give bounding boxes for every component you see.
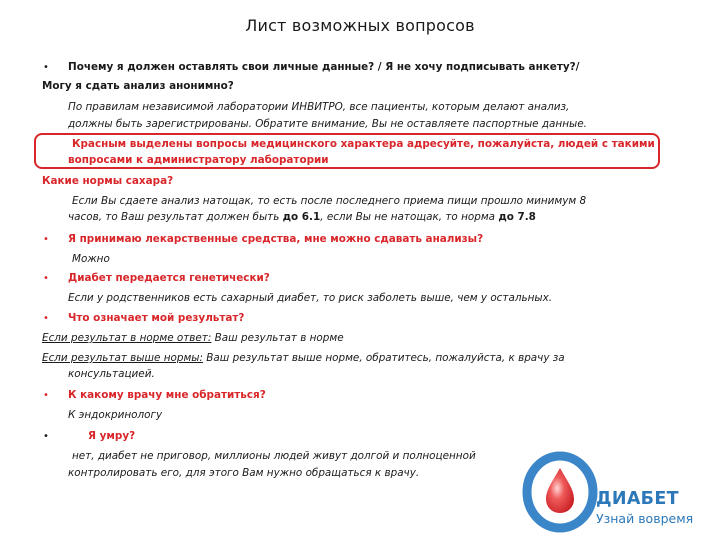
blood-drop-icon <box>546 468 574 513</box>
result-normal-label: Если результат в норме ответ: <box>42 332 212 344</box>
result-high-label: Если результат выше нормы: <box>42 352 203 364</box>
answer-2-line-1: Если Вы сдаете анализ натощак, то есть после последнего приема пищи прошло минимум 8 <box>72 195 587 207</box>
question-2: Какие нормы сахара? <box>42 175 174 187</box>
answer-2-text: часов, то Ваш результат должен быть <box>68 211 283 223</box>
answer-7-line-2: контролировать его, для этого Вам нужно обращаться к врачу. <box>68 467 420 479</box>
note-line-2: вопросами к администратору лаборатории <box>68 154 329 166</box>
answer-7-line-1: нет, диабет не приговор, миллионы людей живут долгой и полноценной <box>72 450 476 462</box>
bullet-marker: • <box>43 390 49 401</box>
answer-5-line-1 <box>42 332 344 345</box>
note-line-1: Красным выделены вопросы медицинского характера адресуйте, пожалуйста, людей с такими <box>72 138 655 150</box>
answer-1-line-2: должны быть зарегистрированы. Обратите внимание, Вы не оставляете паспортные данные. <box>68 118 587 130</box>
question-4: Диабет передается генетически? <box>68 272 270 284</box>
question-5: Что означает мой результат? <box>68 312 245 324</box>
result-high-text: Ваш результат выше норме, обратитесь, пожалуйста, к врачу за <box>203 352 565 364</box>
answer-2-text-mid: , если Вы не натощак, то норма <box>320 211 499 223</box>
answer-5-line-2 <box>42 352 565 365</box>
question-3: Я принимаю лекарственные средства, мне можно сдавать анализы? <box>68 233 484 245</box>
result-normal-text: Ваш результат в норме <box>211 332 344 344</box>
bullet-marker: • <box>43 313 49 324</box>
answer-6: К эндокринологу <box>68 409 163 421</box>
norm-non-fasting: до 7.8 <box>498 211 536 223</box>
question-6: К какому врачу мне обратиться? <box>68 389 266 401</box>
norm-fasting: до 6.1 <box>282 211 321 223</box>
page-title: Лист возможных вопросов <box>245 16 475 35</box>
question-1-line-1: Почему я должен оставлять свои личные данные? / Я не хочу подписывать анкету?/ <box>68 61 580 73</box>
question-7: Я умру? <box>88 430 136 442</box>
answer-4: Если у родственников есть сахарный диабет, то риск заболеть выше, чем у остальных. <box>68 292 553 304</box>
bullet-marker: • <box>43 273 49 284</box>
answer-2-line-2 <box>68 211 536 224</box>
bullet-marker: • <box>43 62 49 73</box>
answer-5-line-3: консультацией. <box>68 368 155 380</box>
answer-1-line-1: По правилам независимой лаборатории ИНВИТРО, все пациенты, которым делают анализ, <box>68 101 570 113</box>
logo-title: ДИАБЕТ <box>596 489 679 509</box>
bullet-marker: • <box>43 431 49 442</box>
logo-subtitle: Узнай вовремя <box>596 511 694 526</box>
question-1-line-2: Могу я сдать анализ анонимно? <box>42 80 234 92</box>
bullet-marker: • <box>43 234 49 245</box>
answer-3: Можно <box>72 253 110 265</box>
